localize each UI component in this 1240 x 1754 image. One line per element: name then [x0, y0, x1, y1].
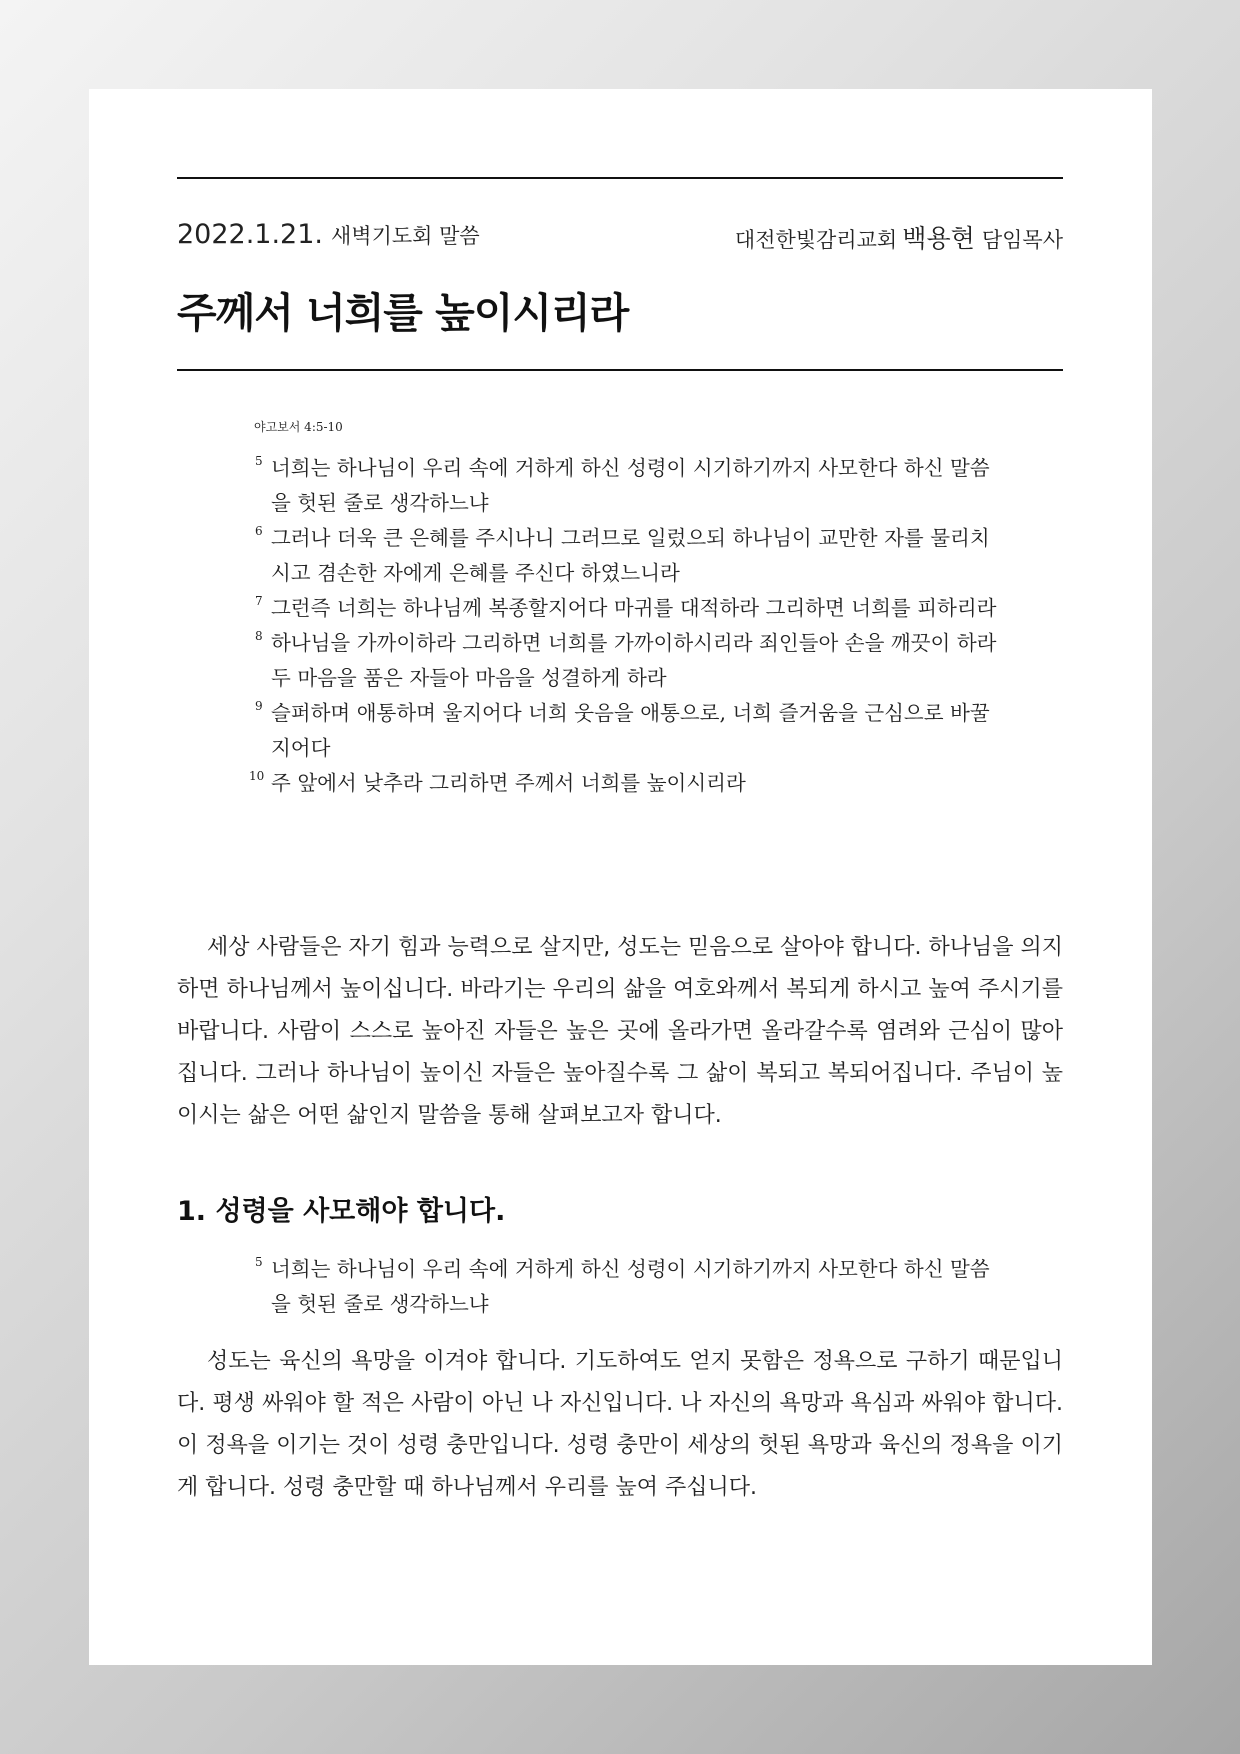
verse-number: 5: [255, 1255, 263, 1269]
verse: [249, 591, 1009, 626]
verse: [249, 1252, 1009, 1322]
sermon-title: 주께서 너희를 높이시리라: [177, 289, 629, 337]
sermon-date: 2022.1.21.: [177, 219, 323, 250]
verse-text: 하나님을 가까이하라 그리하면 너희를 가까이하시리라 죄인들아 손을 깨끗이 하라 두 마음을 품은 자들아 마음을 성결하게 하라: [271, 631, 997, 690]
verse-text: 주 앞에서 낮추라 그리하면 주께서 너희를 높이시리라: [271, 771, 746, 795]
verse: [249, 451, 1009, 521]
verse-number: 9: [255, 699, 263, 713]
verse: [249, 766, 1009, 801]
verse-number: 5: [255, 454, 263, 468]
meta-right: [727, 219, 1063, 255]
verse: [249, 696, 1009, 766]
verse: [249, 521, 1009, 591]
section-verse: [249, 1252, 1009, 1322]
sermon-meta: [177, 219, 1063, 259]
pastor-name: 백용현: [902, 224, 975, 253]
verse-text: 너희는 하나님이 우리 속에 거하게 하신 성령이 시기하기까지 사모한다 하신 말씀을 헛된 줄로 생각하느냐: [271, 1257, 990, 1316]
section-heading: 1. 성령을 사모해야 합니다.: [177, 1196, 506, 1227]
verse-text: 너희는 하나님이 우리 속에 거하게 하신 성령이 시기하기까지 사모한다 하신 말씀을 헛된 줄로 생각하느냐: [271, 456, 990, 515]
verse-number: 7: [255, 594, 263, 608]
title-rule: [177, 369, 1063, 371]
pastor-role: 담임목사: [981, 228, 1063, 252]
scripture-passage: [249, 451, 1009, 801]
document-page: [89, 89, 1152, 1665]
church-name: 대전한빛감리교회: [734, 228, 898, 252]
section-paragraph: 성도는 육신의 욕망을 이겨야 합니다. 기도하여도 얻지 못함은 정욕으로 구하기 때문입니다. 평생 싸워야 할 적은 사람이 아닌 나 자신입니다. 나 자신의 욕망과 욕심과 싸워야 합니다. 이 정욕을 이기는 것이 성령 충만입니다. 성령 충만이 세상의 헛된 욕망과 육신의 정욕을 이기게 합니다. 성령 충만할 때 하나님께서 우리를 높여 주십니다.: [177, 1349, 1063, 1500]
verse-text: 슬퍼하며 애통하며 울지어다 너희 웃음을 애통으로, 너희 즐거움을 근심으로 바꿀지어다: [271, 701, 990, 760]
verse: [249, 626, 1009, 696]
verse-text: 그러나 더욱 큰 은혜를 주시나니 그러므로 일렀으되 하나님이 교만한 자를 물리치시고 겸손한 자에게 은혜를 주신다 하였느니라: [271, 526, 990, 585]
scripture-reference: 야고보서 4:5-10: [254, 420, 343, 434]
intro-paragraph: 세상 사람들은 자기 힘과 능력으로 살지만, 성도는 믿음으로 살아야 합니다. 하나님을 의지하면 하나님께서 높이십니다. 바라기는 우리의 삶을 여호와께서 복되게 하시고 높여 주시기를 바랍니다. 사람이 스스로 높아진 자들은 높은 곳에 올라가면 올라갈수록 염려와 근심이 많아집니다. 그러나 하나님이 높이신 자들은 높아질수록 그 삶이 복되고 복되어집니다. 주님이 높이시는 삶은 어떤 삶인지 말씀을 통해 살펴보고자 합니다.: [177, 935, 1063, 1128]
verse-number: 10: [249, 769, 265, 783]
meta-left: [177, 219, 480, 250]
top-rule: [177, 177, 1063, 179]
verse-number: 6: [255, 524, 263, 538]
service-name: 새벽기도회 말씀: [331, 224, 480, 248]
verse-number: 8: [255, 629, 263, 643]
verse-text: 그런즉 너희는 하나님께 복종할지어다 마귀를 대적하라 그리하면 너희를 피하리라: [271, 596, 997, 620]
